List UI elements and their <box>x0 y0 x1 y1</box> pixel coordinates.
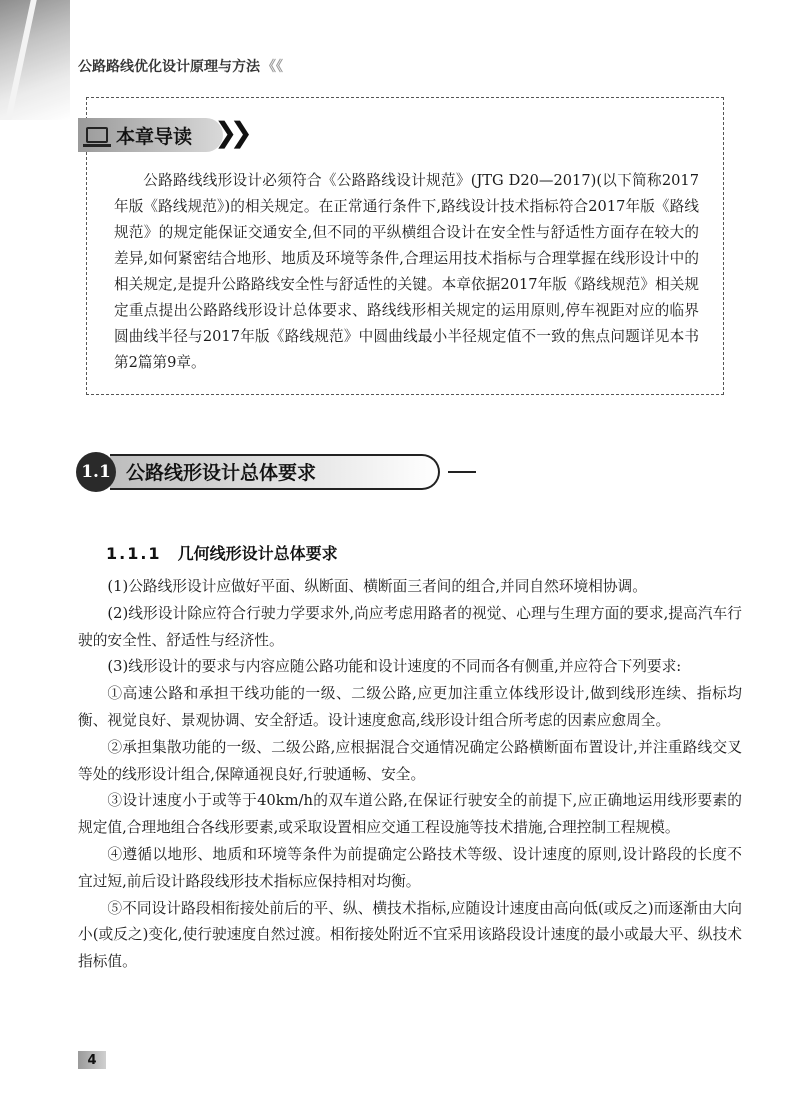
page-number: 4 <box>78 1051 106 1069</box>
paragraph: (3)线形设计的要求与内容应随公路功能和设计速度的不同而各有侧重,并应符合下列要求: <box>107 658 682 676</box>
section-title: 公路线形设计总体要求 <box>126 462 317 484</box>
paragraph: ②承担集散功能的一级、二级公路,应根据混合交通情况确定公路横断面布置设计,并注重路线交叉等处的线形设计组合,保障通视良好,行驶通畅、安全。 <box>78 738 742 783</box>
chapter-guide-paragraph: 公路路线线形设计必须符合《公路路线设计规范》(JTG D20—2017)(以下简称2017年版《路线规范》)的相关规定。在正常通行条件下,路线设计技术指标符合2017年版《路线规范》的规定能保证交通安全,但不同的平纵横组合设计在安全性与舒适性方面存在较大的差异,如何紧密结合地形、地质及环境等条件,合理运用技术指标与合理掌握在线形设计中的相关规定,是提升公路路线安全性与舒适性的关键。本章依据2017年版《路线规范》相关规定重点提出公路路线形设计总体要求、路线线形相关规定的运用原则,停车视距对应的临界圆曲线半径与2017年版《路线规范》中圆曲线最小半径规定值不一致的焦点问题详见本书第2篇第9章。 <box>114 172 699 371</box>
chapter-guide-text <box>114 168 699 376</box>
paragraph: (1)公路线形设计应做好平面、纵断面、横断面三者间的组合,并同自然环境相协调。 <box>107 578 647 595</box>
section-rule <box>448 471 476 473</box>
section-heading <box>76 452 406 492</box>
section-number: 1.1 <box>76 452 116 492</box>
subsection-number: 1.1.1 <box>106 544 162 563</box>
chapter-guide-badge <box>78 118 223 152</box>
body-text <box>78 574 742 976</box>
computer-icon <box>86 127 108 143</box>
running-head <box>78 56 283 76</box>
running-head-title: 公路路线优化设计原理与方法 <box>78 59 260 75</box>
paragraph: ③设计速度小于或等于40km/h的双车道公路,在保证行驶安全的前提下,应正确地运用线形要素的规定值,合理地组合各线形要素,或采取设置相应交通工程设施等技术措施,合理控制工程规模。 <box>78 792 742 837</box>
subsection-heading <box>106 541 338 564</box>
paragraph: ⑤不同设计路段相衔接处前后的平、纵、横技术指标,应随设计速度由高向低(或反之)而逐渐由大向小(或反之)变化,使行驶速度自然过渡。相衔接处附近不宜采用该路段设计速度的最小或最大平、纵技术指标值。 <box>78 899 742 971</box>
corner-decoration <box>0 0 70 120</box>
chapter-guide-label: 本章导读 <box>116 125 193 148</box>
paragraph: ④遵循以地形、地质和环境等条件为前提确定公路技术等级、设计速度的原则,设计路段的长度不宜过短,前后设计路段线形技术指标应保持相对均衡。 <box>78 845 742 890</box>
double-chevron-icon: 《《 <box>262 59 283 75</box>
double-arrow-icon: ❯❯ <box>214 116 245 149</box>
paragraph: (2)线形设计除应符合行驶力学要求外,尚应考虑用路者的视觉、心理与生理方面的要求,提高汽车行驶的安全性、舒适性与经济性。 <box>78 604 742 649</box>
paragraph: ①高速公路和承担干线功能的一级、二级公路,应更加注重立体线形设计,做到线形连续、指标均衡、视觉良好、景观协调、安全舒适。设计速度愈高,线形设计组合所考虑的因素应愈周全。 <box>78 685 742 729</box>
subsection-title: 几何线形设计总体要求 <box>177 544 338 563</box>
